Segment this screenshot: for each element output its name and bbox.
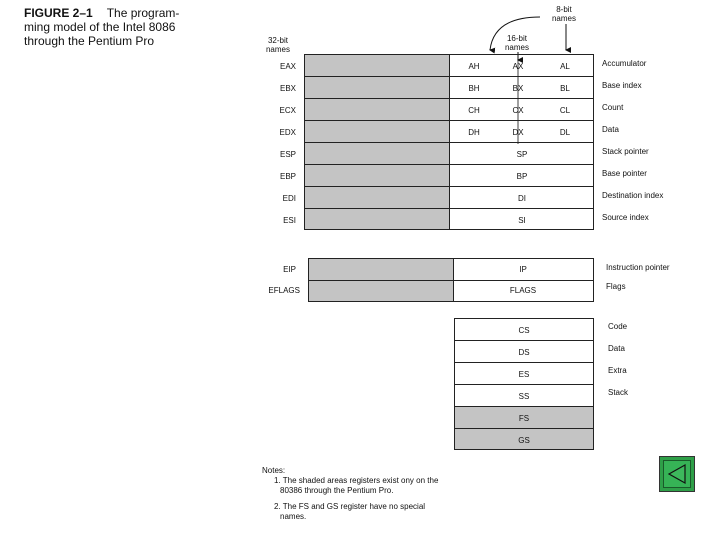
register-16-eflags: FLAGS [509, 286, 537, 295]
segment-register-cs: CS [518, 325, 530, 335]
header-32bit: 32-bit names [265, 36, 290, 54]
register-desc-edx: Data [602, 125, 619, 134]
header-8bit: 8-bit names [551, 5, 576, 23]
register-label-ecx: ECX [279, 106, 296, 115]
register-16-eip: IP [519, 265, 527, 274]
title-line-2: ming model of the Intel 8086 [24, 20, 176, 34]
register-label-ebp: EBP [279, 172, 296, 181]
register-label-eip: EIP [283, 265, 296, 274]
arrow-8bit-high [490, 17, 540, 50]
segment-desc-ds: Data [608, 344, 625, 353]
segment-desc-es: Extra [608, 366, 627, 375]
triangle-left-icon [664, 461, 690, 487]
previous-slide-button[interactable] [659, 456, 695, 492]
register-desc-eflags: Flags [606, 282, 626, 291]
title-line-1: The program- [106, 6, 180, 20]
register-label-edi: EDI [282, 194, 296, 203]
previous-slide-button-inner [663, 460, 691, 488]
note-1-line-1: 1. The shaded areas registers exist ony on the [274, 476, 439, 485]
notes-heading: Notes: [262, 466, 286, 475]
register-high-edx: DH [468, 127, 480, 137]
register-16-edi: DI [518, 193, 526, 203]
note-2-line-2: names. [280, 512, 307, 521]
register-high-ecx: CH [468, 105, 480, 115]
register-high-ebx: BH [468, 83, 480, 93]
segment-register-ds: DS [518, 347, 530, 357]
segment-register-fs: FS [518, 413, 530, 423]
register-16-esi: SI [518, 215, 526, 225]
register-label-eax: EAX [279, 62, 296, 71]
register-desc-ebp: Base pointer [602, 169, 647, 178]
register-desc-edi: Destination index [602, 191, 664, 200]
note-2-line-1: 2. The FS and GS register have no special [274, 502, 426, 511]
notes [262, 466, 438, 522]
register-16-ebp: BP [516, 171, 528, 181]
register-16-eax: AX [512, 61, 524, 71]
segment-register-es: ES [518, 369, 530, 379]
register-low-eax: AL [560, 61, 570, 71]
register-label-esi: ESI [283, 216, 296, 225]
register-low-edx: DL [559, 127, 571, 137]
segment-register-gs: GS [518, 435, 530, 445]
title-line-3: through the Pentium Pro [24, 34, 155, 48]
figure-number: FIGURE 2–1 [24, 6, 93, 20]
segment-desc-ss: Stack [608, 388, 629, 397]
register-desc-esp: Stack pointer [602, 147, 649, 156]
register-high-eax: AH [468, 61, 480, 71]
register-low-ebx: BL [560, 83, 570, 93]
segment-register-ss: SS [518, 391, 530, 401]
register-label-ebx: EBX [279, 84, 296, 93]
segment-desc-cs: Code [608, 322, 628, 331]
register-desc-eip: Instruction pointer [606, 263, 670, 272]
header-16bit: 16-bit names [504, 34, 529, 52]
register-16-esp: SP [516, 149, 528, 159]
register-desc-ebx: Base index [602, 81, 642, 90]
register-16-edx: DX [512, 127, 524, 137]
register-16-ebx: BX [512, 83, 524, 93]
register-label-esp: ESP [279, 150, 296, 159]
register-desc-esi: Source index [602, 213, 649, 222]
register-desc-ecx: Count [602, 103, 624, 112]
register-16-ecx: CX [512, 105, 524, 115]
register-label-edx: EDX [279, 128, 296, 137]
register-desc-eax: Accumulator [602, 59, 647, 68]
register-label-eflags: EFLAGS [268, 286, 300, 295]
note-1-line-2: 80386 through the Pentium Pro. [280, 486, 394, 495]
register-low-ecx: CL [559, 105, 571, 115]
